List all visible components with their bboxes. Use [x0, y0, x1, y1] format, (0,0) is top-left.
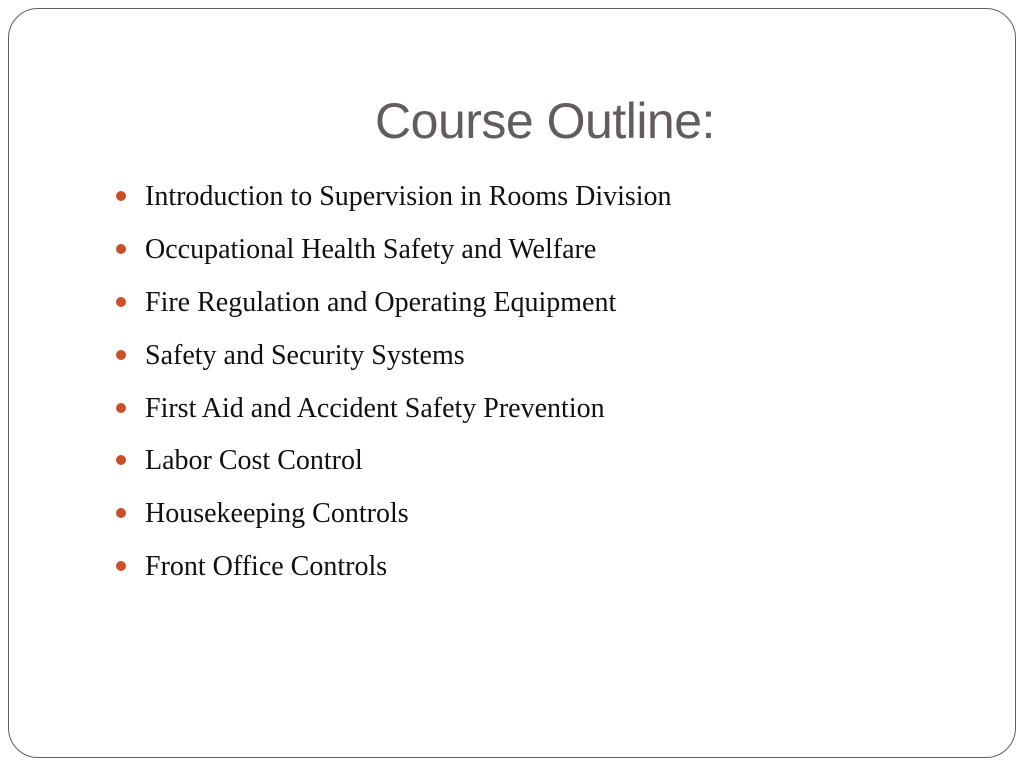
bullet-icon: [116, 508, 126, 518]
list-item: [116, 171, 672, 224]
list-item: [116, 541, 672, 594]
list-item: [116, 488, 672, 541]
list-item-label: Housekeeping Controls: [145, 498, 409, 530]
list-item-label: Labor Cost Control: [145, 445, 363, 477]
bullet-icon: [116, 297, 126, 307]
bullet-icon: [116, 561, 126, 571]
bullet-icon: [116, 191, 126, 201]
bullet-icon: [116, 403, 126, 413]
bullet-icon: [116, 455, 126, 465]
list-item-label: Occupational Health Safety and Welfare: [145, 234, 597, 266]
bullet-icon: [116, 350, 126, 360]
list-item-label: Front Office Controls: [145, 550, 388, 582]
bullet-icon: [116, 244, 126, 254]
list-item-label: First Aid and Accident Safety Prevention: [145, 392, 605, 424]
list-item: [116, 435, 672, 488]
slide-frame: [8, 8, 1016, 758]
course-outline-list: [116, 171, 672, 593]
list-item: [116, 329, 672, 382]
slide-title: Course Outline:: [375, 93, 715, 149]
list-item: [116, 382, 672, 435]
list-item-label: Fire Regulation and Operating Equipment: [145, 286, 617, 318]
list-item: [116, 224, 672, 277]
list-item-label: Introduction to Supervision in Rooms Division: [145, 181, 672, 213]
list-item-label: Safety and Security Systems: [145, 339, 465, 371]
list-item: [116, 277, 672, 330]
